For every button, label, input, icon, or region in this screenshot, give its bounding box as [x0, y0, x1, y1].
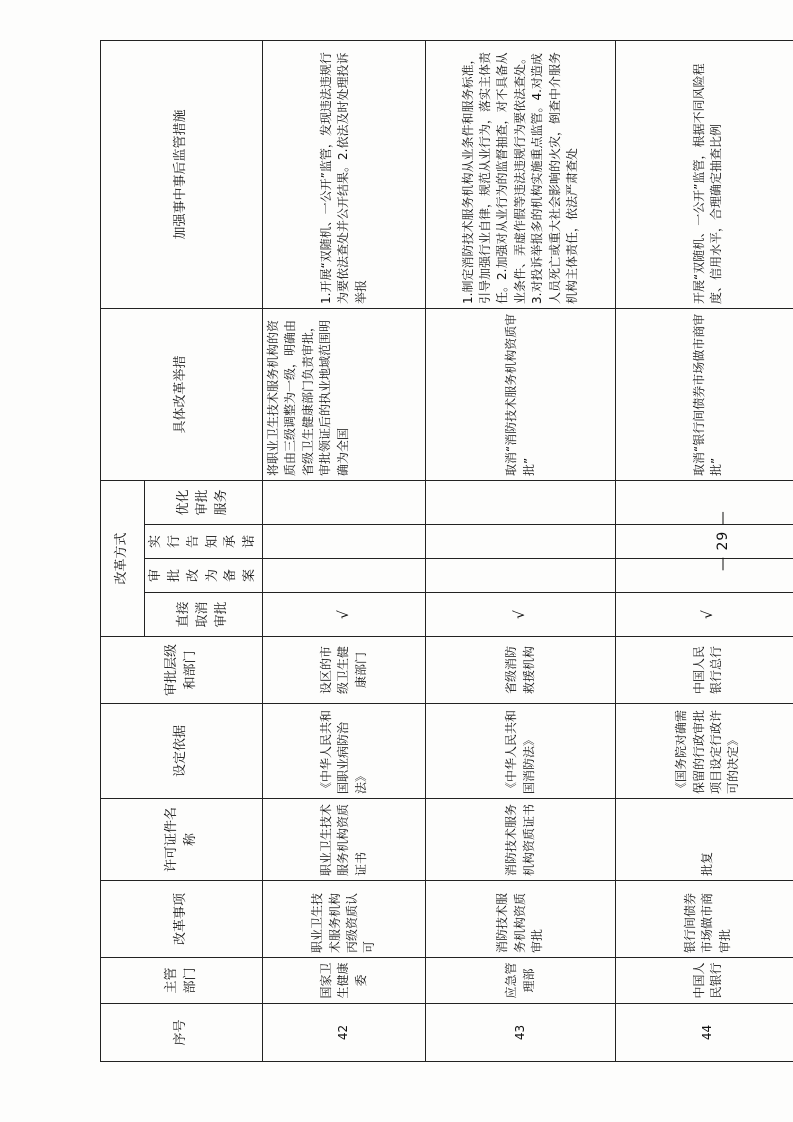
row-measures: 将职业卫生技术服务机构的资质由三级调整为一级，明确由省级卫生健康部门负责审批，审批领证后的执业地域范围明确为全国 [263, 308, 426, 480]
row-basis: 《中华人民共和国职业病防治法》 [263, 704, 426, 799]
header-no: 序号 [101, 1004, 263, 1062]
row-license: 职业卫生技术服务机构资质证书 [263, 799, 426, 881]
check-mark: √ [426, 593, 616, 637]
row-supervision: 1.开展“双随机、一公开”监管，发现违法违规行为要依法查处并公开结果。2.依法及时处理投诉举报 [263, 40, 426, 308]
row-level: 中国人民银行总行 [616, 637, 793, 704]
header-method-cancel: 直接取消审批 [145, 593, 263, 637]
row-dept: 中国人民银行 [616, 958, 793, 1004]
row-basis: 《中华人民共和国消防法》 [426, 704, 616, 799]
header-methods: 改革方式 [101, 480, 145, 636]
row-no: 42 [263, 1004, 426, 1062]
row-measures: 取消“消防技术服务机构资质审批” [426, 308, 616, 480]
row-method-optimize [263, 480, 426, 524]
row-measures: 取消“银行间债券市场做市商审批” [616, 308, 793, 480]
row-basis: 《国务院对确需保留的行政审批项目设定行政许可的决定》 [616, 704, 793, 799]
row-license: 批复 [616, 799, 793, 881]
header-level: 审批层级和部门 [101, 637, 263, 704]
row-level: 设区的市级卫生健康部门 [263, 637, 426, 704]
row-method-filing [263, 559, 426, 593]
row-method-filing [426, 559, 616, 593]
row-item: 银行间债券市场做市商审批 [616, 881, 793, 958]
header-dept: 主管部门 [101, 958, 263, 1004]
table-row [426, 40, 616, 1061]
row-method-optimize [426, 480, 616, 524]
header-measures: 具体改革举措 [101, 308, 263, 480]
row-item: 消防技术服务机构资质审批 [426, 881, 616, 958]
header-supervision: 加强事中事后监管措施 [101, 40, 263, 308]
row-supervision: 开展“双随机、一公开”监管，根据不同风险程度、信用水平，合理确定抽查比例 [616, 40, 793, 308]
row-method-commitment [426, 525, 616, 559]
check-mark: √ [263, 593, 426, 637]
check-mark: √ [616, 593, 793, 637]
row-dept: 应急管理部 [426, 958, 616, 1004]
row-method-commitment [263, 525, 426, 559]
table-row [263, 40, 426, 1061]
header-license: 许可证件名称 [101, 799, 263, 881]
table-row [616, 40, 793, 1061]
reform-items-table [100, 40, 793, 1062]
page-number: — 29 — [715, 510, 731, 571]
row-level: 省级消防救援机构 [426, 637, 616, 704]
row-item: 职业卫生技术服务机构丙级资质认可 [263, 881, 426, 958]
rotated-table-wrapper [100, 41, 742, 1062]
row-license: 消防技术服务机构资质证书 [426, 799, 616, 881]
header-item: 改革事项 [101, 881, 263, 958]
row-method-filing [616, 559, 793, 593]
row-supervision: 1.制定消防技术服务机构从业条件和服务标准，引导加强行业自律，规范从业行为，落实主体责任。2.加强对从业行为的监督抽查，对不具备从业条件、弄虚作假等违法违规行为要依法查处。3.对投诉举报多的机构实施重点监管。4.对造成人员死亡或重大社会影响的火灾，倒查中介服务机构主体责任，依法严肃查处 [426, 40, 616, 308]
row-method-commitment [616, 525, 793, 559]
row-method-optimize [616, 480, 793, 524]
header-method-commitment: 实行告知承诺 [145, 525, 263, 559]
row-dept: 国家卫生健康委 [263, 958, 426, 1004]
row-no: 43 [426, 1004, 616, 1062]
header-method-optimize: 优化审批服务 [145, 480, 263, 524]
header-basis: 设定依据 [101, 704, 263, 799]
row-no: 44 [616, 1004, 793, 1062]
header-method-filing: 审批改为备案 [145, 559, 263, 593]
